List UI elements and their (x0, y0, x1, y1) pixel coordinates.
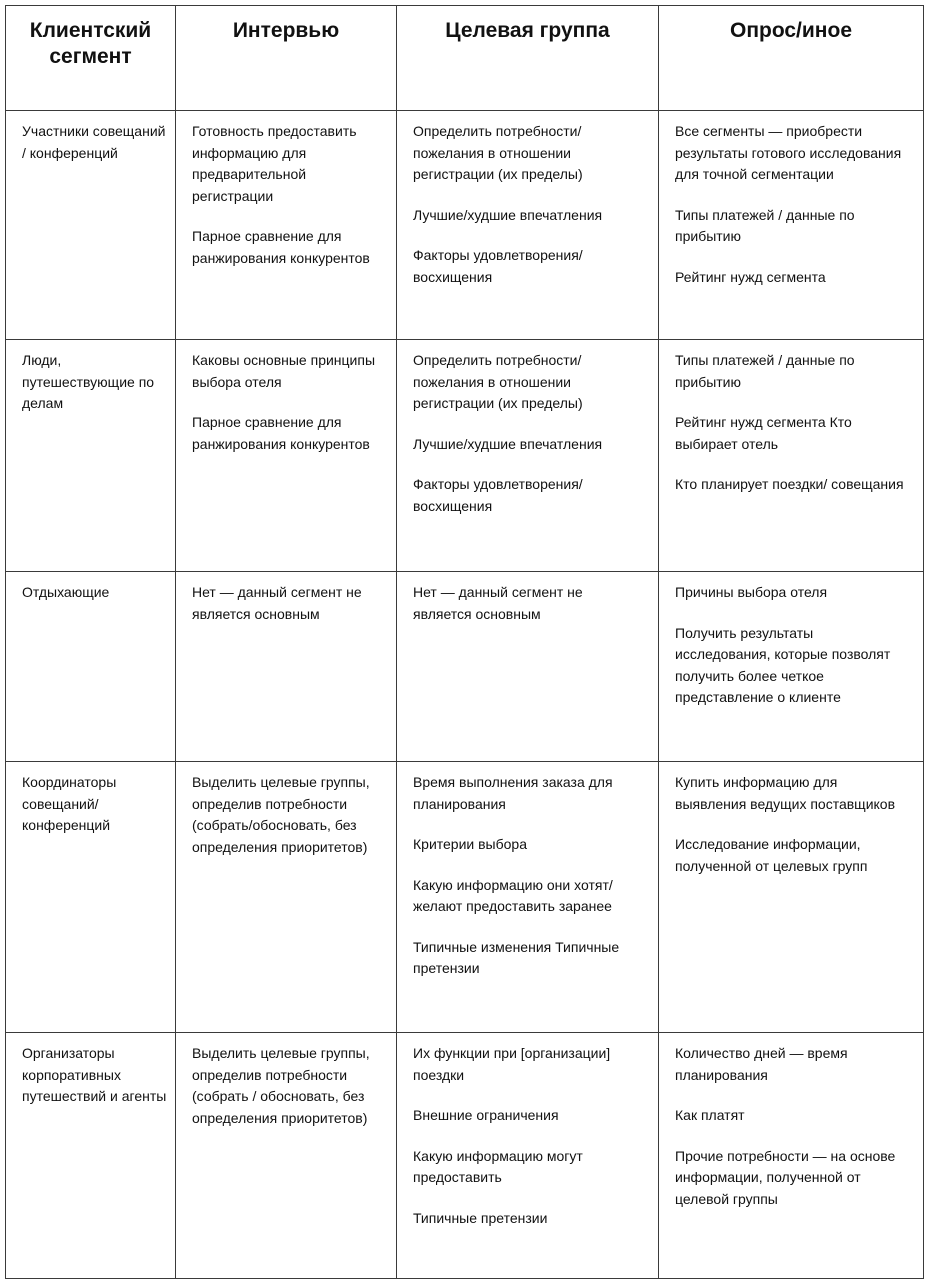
cell-item: Какую информацию могут предоставить (413, 1147, 583, 1185)
segment-name: Участники совещаний / конференций (22, 123, 166, 161)
header-survey (659, 6, 924, 111)
cell-item: Определить потребности/пожелания в отношении регистрации (их пределы) (413, 123, 583, 182)
segment-cell (6, 1033, 176, 1279)
interview-cell (176, 572, 397, 762)
cell-item: Лучшие/худшие впечатления (413, 206, 603, 223)
header-focus-group (397, 6, 659, 111)
focus-group-cell (397, 1033, 659, 1279)
cell-item: Внешние ограничения (413, 1107, 559, 1123)
cell-item: Купить информацию для выявления ведущих поставщиков (675, 774, 896, 812)
segment-cell (6, 340, 176, 572)
cell-item: Готовность предоставить информацию для предварительной регистрации (192, 123, 357, 204)
segment-cell (6, 572, 176, 762)
table-row (6, 340, 924, 572)
interview-cell (176, 1033, 397, 1279)
cell-item: Выделить целевые группы, определив потребности (собрать/обосновать, без определения приоритетов) (192, 774, 370, 855)
interview-cell (176, 340, 397, 572)
segment-cell (6, 111, 176, 340)
header-interview-label: Интервью (232, 19, 340, 42)
cell-item: Типичные изменения Типичные претензии (413, 938, 620, 976)
table-row (6, 111, 924, 340)
header-segment (6, 6, 176, 111)
table-row (6, 1033, 924, 1279)
cell-item: Типы платежей / данные по прибытию (675, 352, 855, 390)
cell-item: Как платят (675, 1107, 745, 1123)
cell-item: Парное сравнение для ранжирования конкурентов (192, 414, 370, 452)
cell-item: Время выполнения заказа для планирования (413, 774, 613, 812)
focus-group-cell (397, 762, 659, 1033)
cell-item: Каковы основные принципы выбора отеля (192, 352, 376, 390)
cell-item: Нет — данный сегмент не является основным (192, 584, 362, 622)
header-interview (176, 6, 397, 111)
table-row (6, 572, 924, 762)
cell-item: Рейтинг нужд сегмента (675, 268, 826, 285)
survey-cell (659, 572, 924, 762)
research-methods-table (5, 5, 924, 1279)
cell-item: Рейтинг нужд сегмента Кто выбирает отель (675, 414, 852, 452)
cell-item: Парное сравнение для ранжирования конкурентов (192, 228, 370, 266)
cell-item: Причины выбора отеля (675, 584, 828, 600)
focus-group-cell (397, 340, 659, 572)
header-focus-group-label: Целевая группа (445, 19, 610, 42)
survey-cell (659, 340, 924, 572)
cell-item: Кто планирует поездки/ совещания (675, 476, 904, 492)
cell-item: Их функции при [организации] поездки (413, 1045, 611, 1083)
segment-name: Координаторы совещаний/ конференций (22, 774, 117, 833)
header-row (6, 6, 924, 111)
cell-item: Исследование информации, полученной от целевых групп (675, 836, 868, 874)
segment-name: Организаторы корпоративных путешествий и агенты (22, 1045, 167, 1104)
survey-cell (659, 111, 924, 340)
segment-cell (6, 762, 176, 1033)
interview-cell (176, 111, 397, 340)
cell-item: Количество дней — время планирования (675, 1045, 848, 1083)
header-segment-label: Клиентский сегмент (29, 19, 152, 68)
survey-cell (659, 1033, 924, 1279)
cell-item: Факторы удовлетворения/восхищения (413, 247, 583, 285)
cell-item: Нет — данный сегмент не является основным (413, 584, 583, 622)
cell-item: Лучшие/худшие впечатления (413, 435, 603, 452)
cell-item: Получить результаты исследования, которые позволят получить более четкое представление о клиенте (675, 624, 891, 705)
survey-cell (659, 762, 924, 1033)
table-row (6, 762, 924, 1033)
header-survey-label: Опрос/иное (729, 19, 852, 42)
cell-item: Выделить целевые группы, определив потребности (собрать / обосновать, без определения приоритетов) (192, 1045, 370, 1126)
cell-item: Типы платежей / данные по прибытию (675, 206, 855, 244)
cell-item: Все сегменты — приобрести результаты готового исследования для точной сегментации (675, 123, 902, 182)
cell-item: Факторы удовлетворения/восхищения (413, 476, 583, 514)
cell-item: Типичные претензии (413, 1209, 548, 1226)
cell-item: Какую информацию они хотят/желают предоставить заранее (413, 876, 613, 914)
cell-item: Определить потребности/пожелания в отношении регистрации (их пределы) (413, 352, 583, 411)
focus-group-cell (397, 111, 659, 340)
cell-item: Критерии выбора (413, 836, 527, 852)
interview-cell (176, 762, 397, 1033)
cell-item: Прочие потребности — на основе информации, полученной от целевой группы (675, 1147, 896, 1207)
segment-name: Люди, путешествующие по делам (22, 352, 155, 411)
focus-group-cell (397, 572, 659, 762)
segment-name: Отдыхающие (22, 584, 110, 600)
